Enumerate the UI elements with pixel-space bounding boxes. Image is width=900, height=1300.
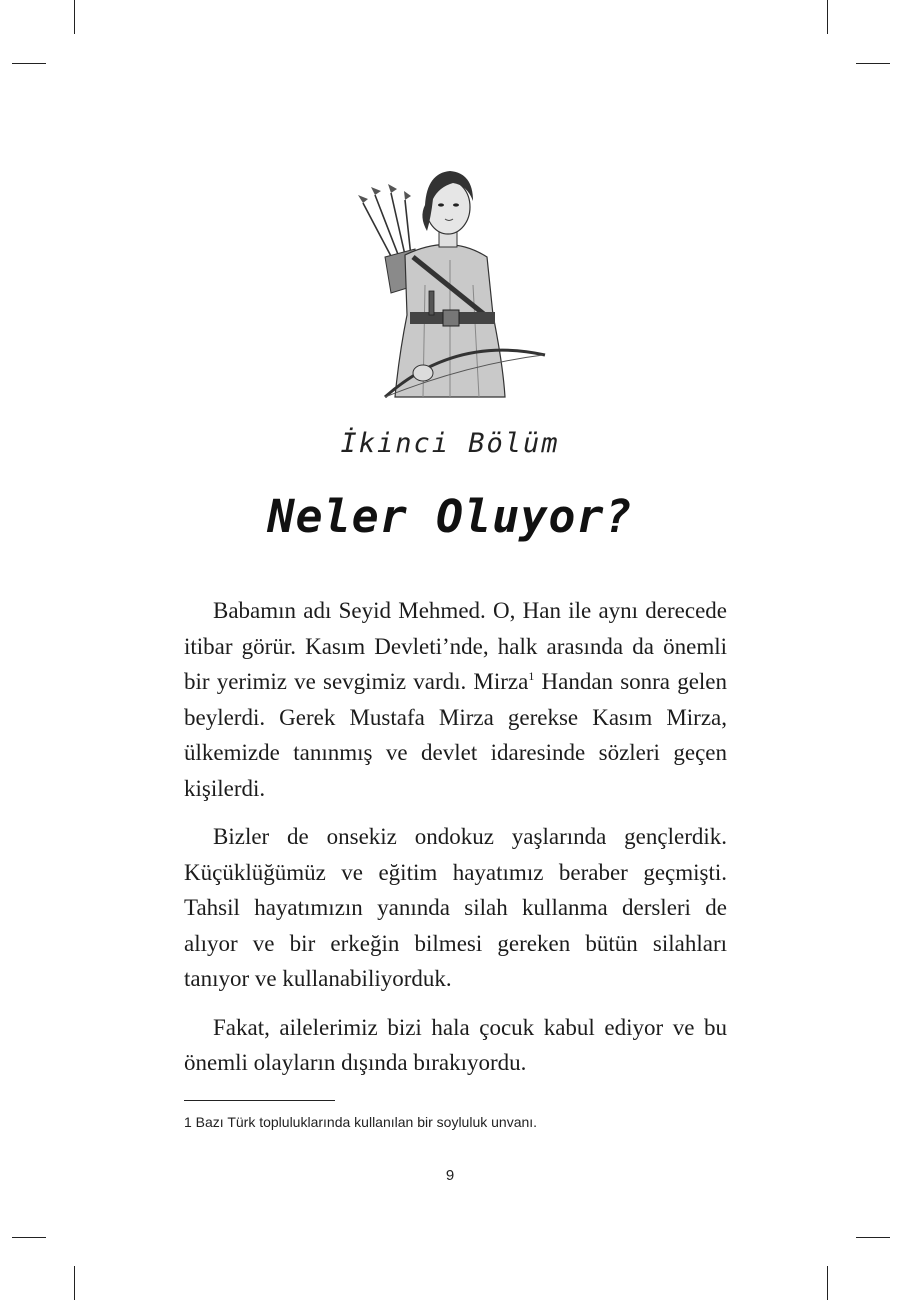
crop-mark (827, 0, 828, 34)
paragraph-1-text-a: Babamın adı Seyid Mehmed. O, Han ile aynı derecede itibar görür. Kasım Devleti’nde, halk arasında da önemli bir yerimiz ve sevgimiz vardı. Mirza (184, 598, 727, 694)
paragraph-1 (184, 593, 727, 806)
crop-mark (12, 1237, 46, 1238)
archer-illustration (355, 165, 550, 400)
paragraph-1-text-b: Handan sonra gelen beylerdi. Gerek Mustafa Mirza gerekse Kasım Mirza, ülkemizde tanınmış ve devlet idaresinde sözleri geçen kişilerdi. (184, 669, 727, 801)
footnote: 1 Bazı Türk topluluklarında kullanılan bir soyluluk unvanı. (184, 1114, 538, 1130)
page-number: 9 (445, 1167, 455, 1184)
chapter-label: İkinci Bölüm (340, 428, 560, 459)
crop-mark (856, 1237, 890, 1238)
crop-mark (856, 63, 890, 64)
crop-mark (74, 1266, 75, 1300)
crop-mark (12, 63, 46, 64)
body-text (184, 593, 727, 1094)
paragraph-2: Bizler de onsekiz ondokuz yaşlarında gençlerdik. Küçüklüğümüz ve eğitim hayatımız beraber geçmişti. Tahsil hayatımızın yanında silah kullanma dersleri de alıyor ve bir erkeğin bilmesi gereken bütün silahları tanıyor ve kullanabiliyorduk. (184, 824, 727, 991)
crop-mark (827, 1266, 828, 1300)
paragraph-3: Fakat, ailelerimiz bizi hala çocuk kabul ediyor ve bu önemli olayların dışında bırakıyordu. (184, 1014, 727, 1075)
footnote-divider (184, 1100, 335, 1101)
chapter-title: Neler Oluyor? (267, 490, 633, 543)
crop-mark (74, 0, 75, 34)
footnote-reference[interactable]: 1 (528, 669, 535, 683)
